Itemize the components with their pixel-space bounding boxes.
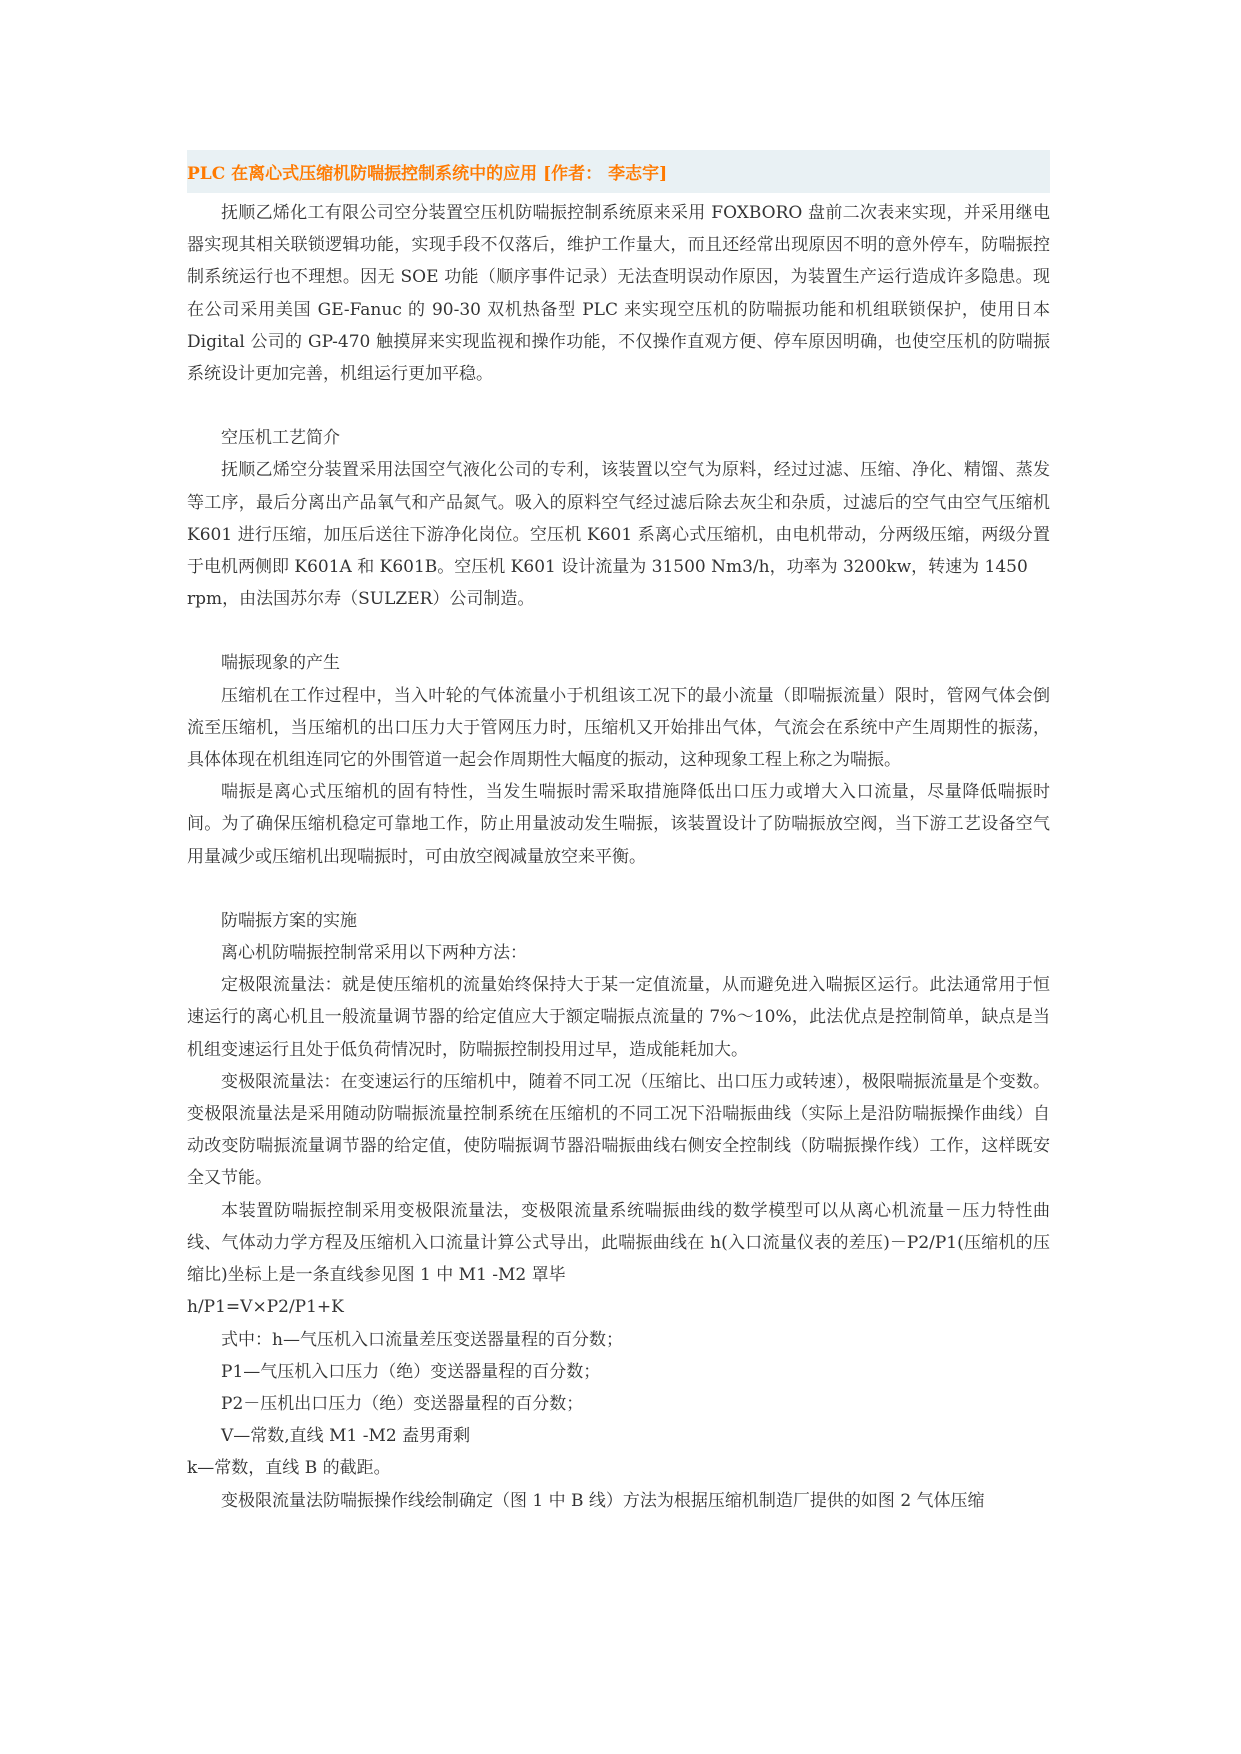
section-heading-implementation: 防喘振方案的实施 [221, 910, 357, 931]
article-body [187, 197, 1050, 1517]
paragraph-process-continued: rpm，由法国苏尔寿（SULZER）公司制造。 [187, 589, 535, 610]
formula-definition-h: 式中：h—气压机入口流量差压变送器量程的百分数； [221, 1329, 623, 1350]
formula: h/P1=V×P2/P1+K [187, 1297, 344, 1318]
section-heading-surge: 喘振现象的产生 [221, 653, 340, 674]
title-bar [187, 150, 1050, 193]
paragraph-operating-line: 变极限流量法防喘振操作线绘制确定（图 1 中 B 线）方法为根据压缩机制造厂提供的如图 2 气体压缩 [221, 1490, 985, 1511]
formula-definition-k: k—常数，直线 B 的截距。 [187, 1458, 391, 1479]
paragraph-gap [187, 390, 1050, 422]
article [187, 150, 1050, 1517]
paragraph-gap [187, 873, 1050, 905]
paragraph-methods: 离心机防喘振控制常采用以下两种方法： [221, 943, 527, 964]
paragraph-variable-limit: 变极限流量法：在变速运行的压缩机中，随着不同工况（压缩比、出口压力或转速），极限喘振流量是个变数。变极限流量法是采用随动防喘振流量控制系统在压缩机的不同工况下沿喘振曲线（实际上是沿防喘振操作曲线）自动改变防喘振流量调节器的给定值，使防喘振调节器沿喘振曲线右侧安全控制线（防喘振操作线）工作，这样既安全又节能。 [187, 1071, 1050, 1189]
formula-definition-p2: P2－压机出口压力（绝）变送器量程的百分数； [221, 1393, 584, 1414]
formula-definition-p1: P1—气压机入口压力（绝）变送器量程的百分数； [221, 1361, 601, 1382]
paragraph-surge-2: 喘振是离心式压缩机的固有特性，当发生喘振时需采取措施降低出口压力或增大入口流量，尽量降低喘振时间。为了确保压缩机稳定可靠地工作，防止用量波动发生喘振，该装置设计了防喘振放空阀，当下游工艺设备空气用量减少或压缩机出现喘振时，可由放空阀减量放空来平衡。 [187, 782, 1050, 867]
paragraph-surge-1: 压缩机在工作过程中，当入叶轮的气体流量小于机组该工况下的最小流量（即喘振流量）限时，管网气体会倒流至压缩机，当压缩机的出口压力大于管网压力时，压缩机又开始排出气体，气流会在系统中产生周期性的振荡，具体体现在机组连同它的外围管道一起会作周期性大幅度的振动，这种现象工程上称之为喘振。 [187, 685, 1050, 771]
article-title[interactable]: PLC 在离心式压缩机防喘振控制系统中的应用 [作者： 李志宇] [187, 164, 668, 184]
paragraph-process: 抚顺乙烯空分装置采用法国空气液化公司的专利，该装置以空气为原料，经过过滤、压缩、净化、精馏、蒸发等工序，最后分离出产品氧气和产品氮气。吸入的原料空气经过滤后除去灰尘和杂质，过滤后的空气由空气压缩机 K601 进行压缩，加压后送往下游净化岗位。空压机 K601 系离心式压缩机，由电机带动，分两级压缩，两级分置于电机两侧即 K601A 和 K601B。空压机 K601 设计流量为 31500 Nm3/h，功率为 3200kw，转速为 1450 [187, 460, 1050, 578]
paragraph-gap [187, 615, 1050, 647]
paragraph-fixed-limit: 定极限流量法：就是使压缩机的流量始终保持大于某一定值流量，从而避免进入喘振区运行。此法通常用于恒速运行的离心机且一般流量调节器的给定值应大于额定喘振点流量的 7%～10%，此法优点是控制简单，缺点是当机组变速运行且处于低负荷情况时，防喘振控制投用过早，造成能耗加大。 [187, 975, 1050, 1060]
paragraph-model: 本装置防喘振控制采用变极限流量法，变极限流量系统喘振曲线的数学模型可以从离心机流量－压力特性曲线、气体动力学方程及压缩机入口流量计算公式导出，此喘振曲线在 h(入口流量仪表的差压)－P2/P1(压缩机的压缩比)坐标上是一条直线参见图 1 中 M1 -M2 罩毕 [187, 1200, 1050, 1286]
paragraph-intro: 抚顺乙烯化工有限公司空分装置空压机防喘振控制系统原来采用 FOXBORO 盘前二次表来实现，并采用继电器实现其相关联锁逻辑功能，实现手段不仅落后，维护工作量大，而且还经常出现原因不明的意外停车，防喘振控制系统运行也不理想。因无 SOE 功能（顺序事件记录）无法查明误动作原因，为装置生产运行造成许多隐患。现在公司采用美国 GE-Fanuc 的 90-30 双机热备型 PLC 来实现空压机的防喘振功能和机组联锁保护，使用日本 Digital 公司的 GP-470 触摸屏来实现监视和操作功能，不仅操作直观方便、停车原因明确，也使空压机的防喘振系统设计更加完善，机组运行更加平稳。 [187, 203, 1050, 385]
formula-definition-v: V—常数,直线 M1 -M2 盍男甭剩 [221, 1426, 471, 1447]
section-heading-process: 空压机工艺简介 [221, 428, 340, 449]
